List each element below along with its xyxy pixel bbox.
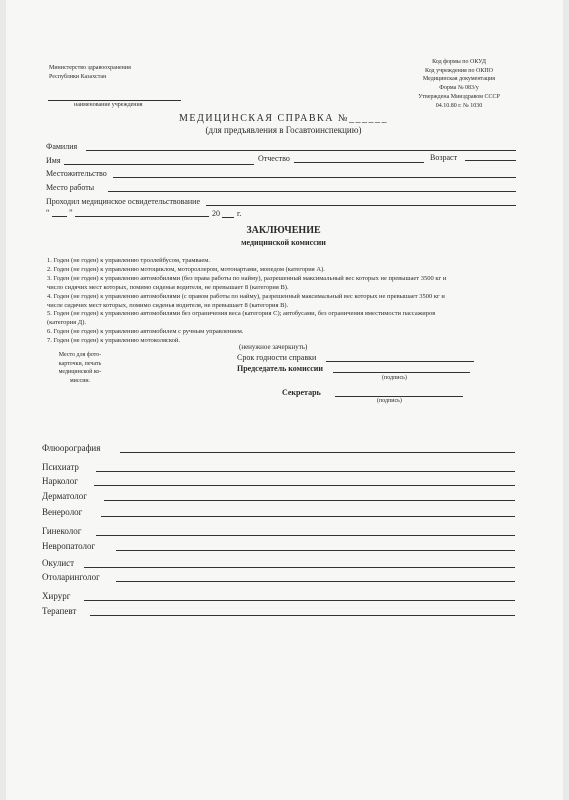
specialist-line[interactable] <box>84 567 515 568</box>
specialist-label: Дерматолог <box>42 491 87 501</box>
conclusion-item: 6. Годен (не годен) к управлению автомобилем с ручным управлением. <box>47 328 244 336</box>
conclusion-item: 1. Годен (не годен) к управлению троллейбусом, трамваем. <box>47 257 210 264</box>
secretary-line[interactable] <box>335 396 463 397</box>
field-surname-label: Фамилия <box>46 142 78 151</box>
validity-label: Срок годности справки <box>237 353 317 362</box>
specialist-row <box>6 559 563 571</box>
specialist-line[interactable] <box>96 471 515 472</box>
specialist-label: Флюорография <box>42 443 101 453</box>
specialist-row <box>6 542 563 554</box>
chairman-sign-caption: (подпись) <box>382 375 407 381</box>
specialist-label: Терапевт <box>42 606 77 616</box>
specialist-row <box>6 607 563 619</box>
ministry-line2: Республики Казахстан <box>49 74 107 80</box>
specialist-line[interactable] <box>90 615 515 616</box>
specialist-label: Отоларинголог <box>42 572 100 582</box>
field-age-line[interactable] <box>465 160 516 161</box>
field-exam-label: Проходил медицинское освидетельствование <box>46 197 200 206</box>
conclusion-item: 4. Годен (не годен) к управлению автомобилями (с правом работы по найму), разрешенный максимальный вес которых не превышает 3500 кг и <box>47 292 445 300</box>
conclusion-subtitle: медицинской комиссии <box>241 238 326 247</box>
specialist-row <box>6 527 563 539</box>
field-name-line[interactable] <box>64 164 254 165</box>
specialist-row <box>6 444 563 456</box>
chairman-line[interactable] <box>333 372 470 373</box>
document-title: МЕДИЦИНСКАЯ СПРАВКА №______ <box>179 113 388 124</box>
institution-caption: наименование учреждения <box>74 102 143 108</box>
specialist-label: Хирург <box>42 591 71 601</box>
certificate-sheet <box>6 0 563 800</box>
field-age-label: Возраст <box>430 153 458 162</box>
secretary-label: Секретарь <box>282 388 321 397</box>
photo-placeholder-caption: Место для фото- карточки, печать медицинской ко- миссии. <box>58 352 102 384</box>
specialist-label: Гинеколог <box>42 526 82 536</box>
specialist-row <box>6 508 563 520</box>
specialist-row <box>6 477 563 489</box>
date-year-suffix: г. <box>237 209 242 218</box>
date-close-quote: ” <box>69 208 73 217</box>
specialist-line[interactable] <box>116 550 515 551</box>
specialist-row <box>6 592 563 604</box>
chairman-label: Председатель комиссии <box>237 364 324 373</box>
ministry-line1: Министерство здравоохранения <box>49 65 131 71</box>
strike-note: (ненужное зачеркнуть) <box>239 343 308 351</box>
specialist-label: Венеролог <box>42 507 83 517</box>
conclusion-item: 3. Годен (не годен) к управлению автомобилями (без права работы по найму), разрешенный максимальный вес которых не превышает 3500 кг и <box>47 274 447 282</box>
field-residence-label: Местожительство <box>46 169 107 178</box>
specialist-label: Невропатолог <box>42 541 96 551</box>
specialist-label: Психиатр <box>42 462 79 472</box>
field-name-label: Имя <box>46 156 61 165</box>
conclusion-item: 5. Годен (не годен) к управлению автомобилями без ограничения веса (категория С); автобусами, без ограничения вместимости пассажиров <box>47 310 436 318</box>
conclusion-item: 2. Годен (не годен) к управлению мотоциклом, мотороллером, мотонартами, мопедом (категория А). <box>47 265 325 273</box>
conclusion-title: ЗАКЛЮЧЕНИЕ <box>246 225 321 236</box>
specialist-row <box>6 463 563 475</box>
conclusion-item: число сидячих мест которых, помимо сиденья водителя, не превышает 8 (категория В). <box>47 283 289 291</box>
conclusion-items <box>47 257 446 346</box>
form-code-block: Код формы по ОКУД Код учреждения по ОКПО Медицинская документация Форма № 083/у Утверждена Минздравом СССР 04.10.80 г. № 1030 <box>418 59 500 109</box>
specialist-label: Окулист <box>42 558 75 568</box>
date-day-line[interactable] <box>52 216 67 217</box>
conclusion-item: (категория Д). <box>47 319 86 327</box>
secretary-sign-caption: (подпись) <box>377 398 402 404</box>
field-workplace-label: Место работы <box>46 183 95 192</box>
institution-line <box>48 100 181 101</box>
date-year-prefix: 20 <box>212 209 220 218</box>
field-surname-line[interactable] <box>86 150 516 151</box>
specialist-label: Нарколог <box>42 476 78 486</box>
specialist-line[interactable] <box>96 535 515 536</box>
specialist-line[interactable] <box>94 485 515 486</box>
field-residence-line[interactable] <box>113 177 516 178</box>
specialist-line[interactable] <box>84 600 515 601</box>
date-month-line[interactable] <box>75 216 209 217</box>
specialist-row <box>6 573 563 585</box>
field-patronymic-line[interactable] <box>294 162 424 163</box>
field-exam-line[interactable] <box>206 205 516 206</box>
specialist-line[interactable] <box>104 500 515 501</box>
specialist-line[interactable] <box>120 452 515 453</box>
document-subtitle: (для предъявления в Госавтоинспекцию) <box>205 125 362 135</box>
conclusion-item: числе сидячих мест которых, помимо сиденья водителя, не превышает 8 (категория В). <box>47 301 289 309</box>
field-patronymic-label: Отчество <box>258 154 290 163</box>
date-open-quote: “ <box>46 208 50 217</box>
specialist-line[interactable] <box>116 581 515 582</box>
field-workplace-line[interactable] <box>108 191 516 192</box>
date-year-line[interactable] <box>222 217 234 218</box>
conclusion-item: 7. Годен (не годен) к управлению мотоколяской. <box>47 337 180 345</box>
specialist-row <box>6 492 563 504</box>
specialist-line[interactable] <box>101 516 515 517</box>
validity-line[interactable] <box>326 361 474 362</box>
